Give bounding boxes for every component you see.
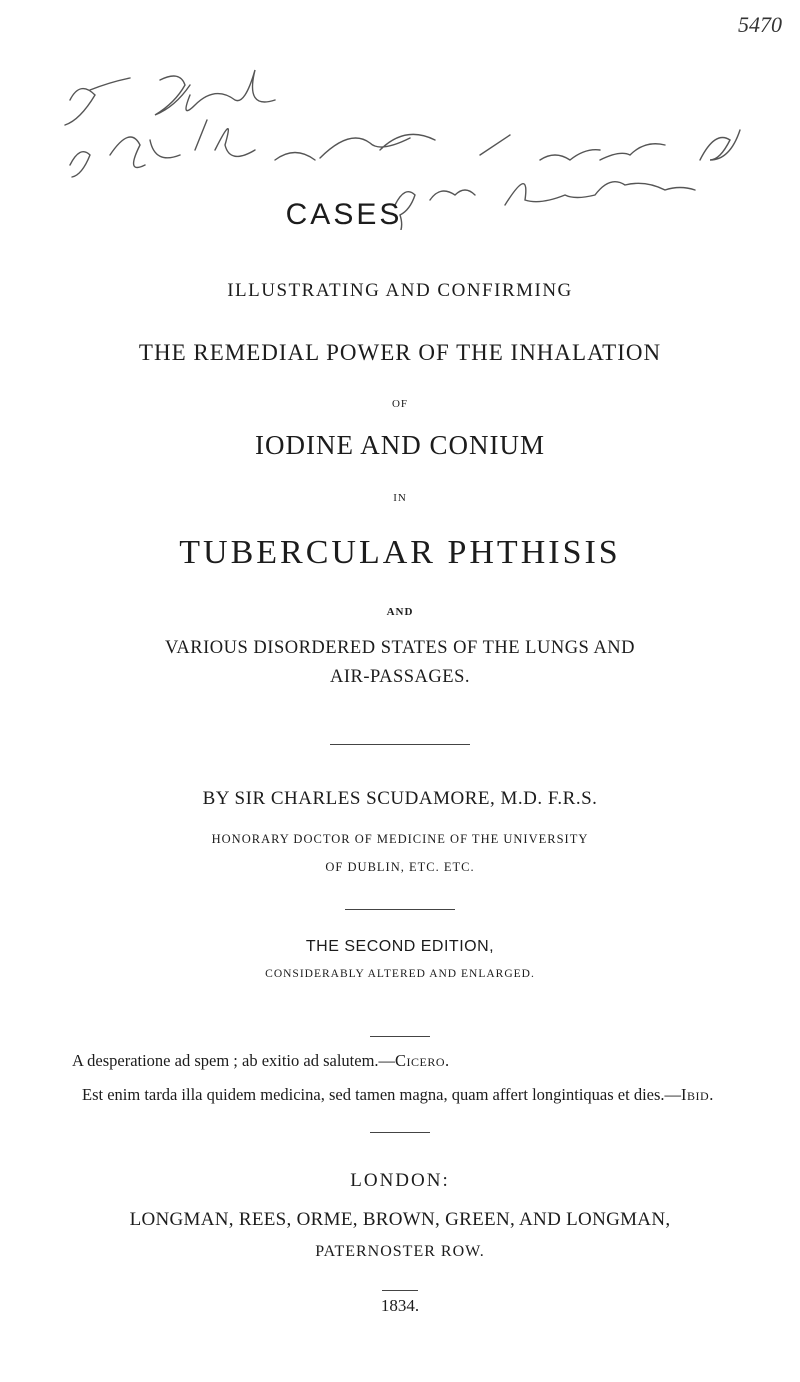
imprint-publisher: LONGMAN, REES, ORME, BROWN, GREEN, AND LONGMAN, bbox=[129, 1209, 671, 1230]
divider-3 bbox=[370, 1036, 430, 1037]
imprint-address: PATERNOSTER ROW. bbox=[315, 1243, 485, 1260]
author-honorary-line-2: OF DUBLIN, ETC. ETC. bbox=[325, 860, 475, 874]
edition-line-1: THE SECOND EDITION, bbox=[305, 938, 495, 955]
author-honorary-line-1: HONORARY DOCTOR OF MEDICINE OF THE UNIVERSITY bbox=[211, 832, 589, 846]
title-phthisis: TUBERCULAR PHTHISIS bbox=[179, 534, 621, 571]
edition-line-2: CONSIDERABLY ALTERED AND ENLARGED. bbox=[265, 968, 535, 980]
divider-1 bbox=[330, 744, 470, 745]
title-iodine: IODINE AND CONIUM bbox=[255, 430, 545, 460]
imprint-year: 1834. bbox=[380, 1296, 420, 1315]
epigraph-2-text: Est enim tarda illa quidem medicina, sed tamen magna, quam affert longintiquas et dies.— bbox=[82, 1085, 682, 1104]
divider-4 bbox=[370, 1132, 430, 1133]
title-remedial: THE REMEDIAL POWER OF THE INHALATION bbox=[138, 340, 662, 365]
epigraph-2-source: Ibid. bbox=[681, 1085, 714, 1104]
shelfmark: 5470 bbox=[738, 12, 782, 37]
epigraph-1-text: A desperatione ad spem ; ab exitio ad salutem.— bbox=[72, 1051, 396, 1070]
title-various-line-1: VARIOUS DISORDERED STATES OF THE LUNGS AND bbox=[164, 638, 636, 658]
epigraph-2 bbox=[72, 1084, 732, 1106]
title-of: OF bbox=[391, 398, 409, 410]
divider-5 bbox=[382, 1290, 418, 1291]
title-various-line-2: AIR-PASSAGES. bbox=[330, 667, 470, 687]
title-in: IN bbox=[393, 492, 407, 504]
author-name: BY SIR CHARLES SCUDAMORE, M.D. F.R.S. bbox=[202, 788, 598, 809]
epigraph-1-source: Cicero. bbox=[395, 1051, 450, 1070]
title-cases: CASES bbox=[285, 198, 403, 231]
epigraph-1 bbox=[72, 1050, 732, 1072]
title-and: AND bbox=[386, 606, 414, 618]
imprint-city: LONDON: bbox=[350, 1170, 450, 1191]
title-illustrating: ILLUSTRATING AND CONFIRMING bbox=[227, 280, 573, 301]
divider-2 bbox=[345, 909, 455, 910]
